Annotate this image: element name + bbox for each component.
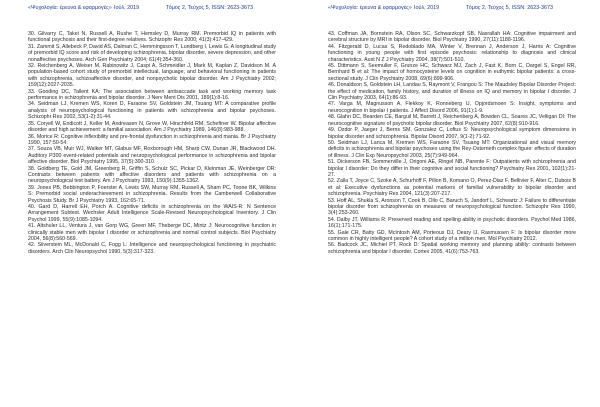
reference-item: 37. Souza VB, Muir WJ, Walker MT, Glabus MF, Roxborough HM, Sharp CW, Dunan JR, Blackwood DH. Auditory P300 event-related potentials and neuropsychological performance in schizophrenia and bipolar affective disorder. Biol Psychiatry 1995, 37(5):300-310. [28,146,276,166]
reference-item: 40. Gard D, Harrell EH, Porch A. Cognitive deficits in schizophrenia on the WAIS-R: N Sentence Arrangement Subtest. Wechsler Adult Intelligence Scale-Revised Neuropsychological Inventory. J Clin Psychol 1999, 55(9):1085-1094. [28,203,276,223]
right-page [300,0,600,407]
volume-issn: Τόμος 2, Τεύχος 5, ISSN: 2623-3673 [466,5,553,11]
reference-item: 55. Gale CR, Batty GD, McIntosh AM, Porteous DJ, Deary IJ, Rasmussen F: Is bipolar disorder more common in highly intelligent people? A cohort study of a million men. Mol Psychiatry 2012. [328,229,576,242]
reference-item: 38. Goldberg TE, Gold JM, Greenberg R, Griffin S, Schulz SC, Pickar D, Kleinman JE, Weinberger DR: Contrasts between patients with affective disorders and patients with schizophrenia on a neuropsychological test battery. Am J Psychiatry 1993, 150(9):1355-1362. [28,165,276,185]
reference-item: 48. Glahn DC, Bearden CE, Barguil M, Barrett J, Reichenberg A, Bowden CL, Soares JC, Velligan DI: The neurocognitive signature of psychotic bipolar disorder. Biol Psychiatry 2007, 62(8):910-916. [328,114,576,127]
reference-item: 31. Zammit S, Allebeck P, David AS, Dalman C, Hemmingsson T, Lundberg I, Lewis G. A longitudinal study of premorbid IQ score and risk of developing schizophrenia, bipolar disorder, severe depression, and other nonaffective psychoses. Arch Gen Psychiatry 2004; 61(4):354-360. [28,43,276,63]
reference-item: 49. Ozdor P, Jaeger J, Berns SM, Gonzalez C, Loftus S: Neuropsychological symptom dimensions in bipolar disorder and schizophrenia. Bipolar Disord 2007, 9(1-2):71-92. [328,127,576,140]
reference-item: 33. Gooding DC, Tallent KA: The association between antisaccade task and working memory task performance in schizophrenia and bipolar disorder. J Nerv Ment Dis 2001, 189(1):8-16. [28,88,276,102]
reference-list-right [328,31,576,255]
journal-title: «Ψυχολογία: έρευνα & εφαρμογές» [328,5,412,11]
reference-item: 53. Hoff AL, Shukla S, Aronson T, Cook B, Ollo C, Baruch S, Jandorf L, Schwartz J: Failure to differentiate bipolar disorder from schizophrenia on measures of neuropsychological function. Schizophr Res 1990, 3(4):253-260. [328,197,576,217]
reference-item: 47. Varga M, Magnusson A, Flekkoy K, Ronneberg U, Opjordsmoen S: Insight, symptoms and neurocognition in bipolar I patients. J Affect Disord 2006, 91(1):1-9. [328,101,576,114]
reference-item: 42. Silverstein ML, McDonald C, Fogg L: Intelligence and neuropsychological functioning in psychiatric disorders. Arch Clin Neuropsychol 1990, 5(3):317-323. [28,242,276,255]
journal-title: «Ψυχολογία: έρευνα & εφαρμογές» [28,5,112,11]
reference-item: 52. Zalla T, Joyce C, Szoke A, Schurhoff F, Pillon B, Komano O, Perez-Diaz F, Bellivier F, Alter C, Dubois B et al: Executive dysfunctions as potential markers of familial vulnerability to bipolar disorder and schizophrenia. Psychiatry Res 2004, 121(3):207-217. [328,178,576,198]
reference-item: 36. Morice R: Cognitive inflexibility and pre-frontal dysfunction in schizophrenia and mania. Br J Psychiatry 1990, 157:50-54. [28,133,276,146]
reference-item: 32. Reichenberg A, Weiser M, Rabinowitz J, Caspi A, Schmeidler J, Mark M, Kaplan Z, Davidson M. A population-based cohort study of premorbid intellectual, language, and behavioral functioning in patients with schizophrenia, schizoaffective disorder, and nonpsychotic bipolar disorder. Am J Psychiatry 2002; 159(12):2027-2035. [28,63,276,89]
issue-date: Ιούλ, 2019 [414,5,440,11]
running-header [28,5,284,14]
reference-list-left [28,31,276,255]
reference-item: 30. Gilvarry C, Takei N, Russell A, Rushe T, Hemsley D, Murray RM. Premorbid IQ in patients with functional psychosis and their first-degree relatives. Schizophr Res 2000; 41(3):417-429. [28,31,276,44]
reference-item: 51. Dickerson FB, Sommerville J, Origoni AE, Ringel NB, Parente F: Outpatients with schizophrenia and bipolar I disorder: Do they differ in their cognitive and social functioning? Psychiatry Res 2001, 102(1):21-27. [328,159,576,178]
reference-item: 54. Dalby JT, Williams R: Preserved reading and spelling ability in psychotic disorders. Psychol Med 1986, 16(1):171-175. [328,216,576,230]
issue-date: Ιούλ, 2019 [114,5,140,11]
volume-issn: Τόμος 2, Τεύχος 5, ISSN: 2623-3673 [166,5,253,11]
reference-item: 44. Fitzgerald D, Lucas S, Redoblado MA, Winter V, Brennan J, Anderson J, Harris A: Cognitive functioning in young people with first episode psychosis: relationship to diagnosis and clinical characteristics. Aust N Z J Psychiatry 2004, 38(7):501-510. [328,43,576,63]
reference-item: 46. Donaldson S, Goldstein LH, Landau S, Raymont V, Frangou S: The Maudsley Bipolar Disorder Project: the effect of medication, family history, and duration of illness on IQ and memory in bipolar I disorder. J Clin Psychiatry 2003, 64(1):86-93. [328,82,576,102]
reference-item: 39. Jones PB, Bebbington P, Foerster A, Lewis SW, Murray RM, Russell A, Sham PC, Toone BK, Wilkins S: Premorbid social underachievement in schizophrenia. Results from the Camberwell Collaborative Psychosis Study. Br J Psychiatry 1993, 162:65-71. [28,184,276,204]
reference-item: 35. Coryell W, Endicott J, Keller M, Andreasen N, Grove W, Hirschfeld RM, Scheftner W. Bipolar affective disorder and high achievement: a familial association. Am J Psychiatry 1989, 146(8):983-988. [28,120,276,134]
reference-item: 50. Seidman LJ, Lanca M, Kremen WS, Faraone SV, Tsuang MT: Organizational and visual memory deficits in schizophrenia and bipolar psychoses using the Rey-Osterrieth complex figure: effects of duration of illness. J Clin Exp Neuropsychol 2003, 25(7):949-964. [328,139,576,159]
reference-item: 56. Badcock JC, Michiel PT, Rock D: Spatial working memory and planning ability: contrasts between schizophrenia and bipolar I disorder. Cortex 2005, 41(6):753-763. [328,242,576,255]
reference-item: 45. Dittmann S, Seemuller F, Grunze HC, Schwarz MJ, Zach J, Fast K, Born C, Dargel S, Engel RR, Bernhard B et al: The impact of homocysteine levels on cognition in euthymic bipolar patients: a cross-sectional study. J Clin Psychiatry 2008, 69(6):899-906. [328,63,576,82]
reference-item: 43. Coffman JA, Bornstein RA, Olson SC, Schwarzkopf SB, Nasrallah HA: Cognitive impairment and cerebral structure by MRI in bipolar disorder. Biol Psychiatry 1990, 27(11):1188-1196. [328,31,576,44]
running-header [328,5,584,14]
reference-item: 34. Seidman LJ, Kremen WS, Koren D, Faraone SV, Goldstein JM, Tsuang MT: A comparative profile analysis of neuropsychological functioning in patients with schizophrenia and bipolar psychoses. Schizophr Res 2002, 53(1-2):31-44. [28,101,276,121]
reference-item: 41. Altshuler LL, Ventura J, van Gorp WG, Green MF, Theberge DC, Mintz J: Neurocognitive function in clinically stable men with bipolar I disorder or schizophrenia and normal control subjects. Biol Psychiatry 2004, 56(8):560-569. [28,223,276,242]
